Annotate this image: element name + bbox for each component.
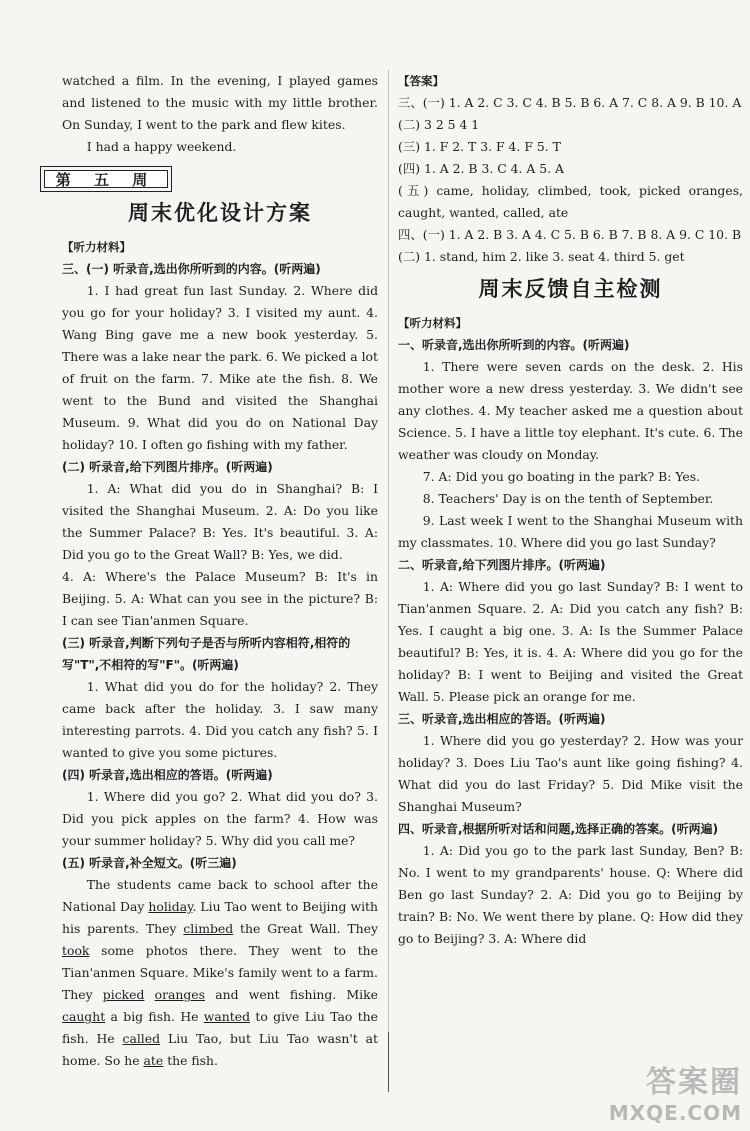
answer-line: (五) came, holiday, climbed, took, picked oranges, caught, wanted, called, ate — [398, 183, 743, 220]
intro-paragraph: watched a film. In the evening, I played games and listened to the music with my little brother. On Sunday, I went to the park and flew kites. — [62, 73, 378, 132]
intro-closing: I had a happy weekend. — [86, 139, 237, 154]
blank-word: caught — [62, 1009, 106, 1024]
left-column — [55, 70, 379, 1072]
section-3-4-text: 1. Where did you go? 2. What did you do? 3. Did you pick apples on the farm? 4. How was your summer holiday? 5. Why did you call me? — [62, 789, 378, 848]
week-label: 第 五 周 — [44, 170, 168, 188]
blank-word: took — [62, 943, 90, 958]
watermark-url: MXQE.COM — [608, 1101, 742, 1125]
section-4-heading: 四、听录音,根据所听对话和问题,选择正确的答案。(听两遍) — [398, 822, 719, 836]
section-3-1-text: 1. I had great fun last Sunday. 2. Where did you go for your holiday? 3. I visited my aunt. 4. Wang Bing gave me a new book yesterday. 5. There was a lake near the park. 6. We picked a lot of fruit on the farm. 7. Mike ate the fish. 8. We went to the Bund and visited the Shanghai Museum. 9. What did you do on National Day holiday? 10. I often go fishing with my father. — [62, 283, 378, 452]
page-title-right: 周末反馈自主检测 — [478, 277, 663, 301]
blank-word: picked — [102, 987, 145, 1002]
blank-word: called — [122, 1031, 161, 1046]
watermark-logo-text: 答案圈 — [646, 1065, 742, 1100]
section-1-line: 7. A: Did you go boating in the park? B: Yes. — [422, 469, 701, 484]
section-3-5-heading: (五) 听录音,补全短文。(听三遍) — [62, 856, 237, 870]
section-1-line: 9. Last week I went to the Shanghai Museum with my classmates. 10. Where did you go last Sunday? — [398, 513, 743, 550]
blank-word: oranges — [154, 987, 205, 1002]
section-2-heading: 二、听录音,给下列图片排序。(听两遍) — [398, 558, 606, 572]
section-3-3-text: 1. What did you do for the holiday? 2. They came back after the holiday. 3. I saw many interesting parrots. 4. Did you catch any fish? 5. I wanted to give you some pictures. — [62, 679, 378, 760]
week-label-box — [40, 166, 172, 192]
section-1-line: 8. Teachers' Day is on the tenth of September. — [422, 491, 714, 506]
listening-material-tag-right: 【听力材料】 — [398, 316, 467, 330]
section-3-2-heading: (二) 听录音,给下列图片排序。(听两遍) — [62, 460, 273, 474]
section-3-5-passage: The students came back to school after the National Day holiday. Liu Tao went to Beijing with his parents. They climbed the Great Wall. They took some photos there. They went to the Tian'anmen Square. Mike's family went to a farm. They picked oranges and went fishing. Mike caught a big fish. He wanted to give Liu Tao the fish. He called Liu Tao, but Liu Tao wasn't at home. So he ate the fish. — [62, 877, 379, 1068]
answer-line: (二) 1. stand, him 2. like 3. seat 4. third 5. get — [398, 249, 685, 264]
answer-line: 四、(一) 1. A 2. B 3. A 4. C 5. B 6. B 7. B 8. A 9. C 10. B — [398, 227, 742, 242]
answer-line: 三、(一) 1. A 2. C 3. C 4. B 5. B 6. A 7. C 8. A 9. B 10. A — [398, 95, 742, 110]
blank-word: holiday — [148, 899, 193, 914]
answer-line: (二) 3 2 5 4 1 — [398, 117, 480, 132]
answer-line: (三) 1. F 2. T 3. F 4. F 5. T — [398, 139, 561, 154]
right-column — [398, 70, 743, 950]
page-fold-mark — [388, 1032, 403, 1092]
section-4-text: 1. A: Did you go to the park last Sunday, Ben? B: No. I went to my grandparents' house. Q: Where did Ben go last Sunday? 2. A: Did you go to Beijing by train? B: No. We went there by plane. Q: How did they go to Beijing? 3. A: Where did — [398, 843, 743, 946]
section-3-2-text: 1. A: What did you do in Shanghai? B: I visited the Shanghai Museum. 2. A: Do you like the Summer Palace? B: Yes. It's beautiful. 3. A: Did you go to the Great Wall? B: Yes, we did. — [62, 481, 378, 562]
section-1-text: 1. There were seven cards on the desk. 2. His mother wore a new dress yesterday. 3. We didn't see any clothes. 4. My teacher asked me a question about Science. 5. I have a little toy elephant. It's cute. 6. The weather was cloudy on Monday. — [398, 359, 743, 462]
blank-word: ate — [143, 1053, 164, 1068]
section-3-text: 1. Where did you go yesterday? 2. How was your holiday? 3. Does Liu Tao's aunt like going fishing? 4. What did you do last Friday? 5. Did Mike visit the Shanghai Museum? — [398, 733, 743, 814]
section-3-2-text-cont: 4. A: Where's the Palace Museum? B: It's in Beijing. 5. A: What can you see in the picture? B: I can see Tian'anmen Square. — [62, 569, 378, 628]
listening-material-tag: 【听力材料】 — [62, 240, 131, 254]
section-3-1-heading: 三、(一) 听录音,选出你所听到的内容。(听两遍) — [62, 262, 321, 276]
section-3-heading: 三、听录音,选出相应的答语。(听两遍) — [398, 712, 606, 726]
section-3-3-heading: (三) 听录音,判断下列句子是否与所听内容相符,相符的写"T",不相符的写"F"。(听两遍) — [62, 636, 351, 672]
section-1-heading: 一、听录音,选出你所听到的内容。(听两遍) — [398, 338, 630, 352]
section-3-4-heading: (四) 听录音,选出相应的答语。(听两遍) — [62, 768, 273, 782]
blank-word: climbed — [183, 921, 234, 936]
answer-line: (四) 1. A 2. B 3. C 4. A 5. A — [398, 161, 564, 176]
section-2-text: 1. A: Where did you go last Sunday? B: I went to Tian'anmen Square. 2. A: Did you catch any fish? B: Yes. I caught a big one. 3. A: Is the Summer Palace beautiful? B: Yes, it is. 4. A: Where did you go for the holiday? B: I went to Beijing and visited the Great Wall. 5. Please pick an orange for me. — [398, 579, 743, 704]
answer-tag: 【答案】 — [398, 74, 444, 88]
column-divider — [388, 70, 389, 1070]
page-title-left: 周末优化设计方案 — [128, 201, 312, 225]
watermark — [609, 1057, 742, 1125]
blank-word: wanted — [203, 1009, 251, 1024]
